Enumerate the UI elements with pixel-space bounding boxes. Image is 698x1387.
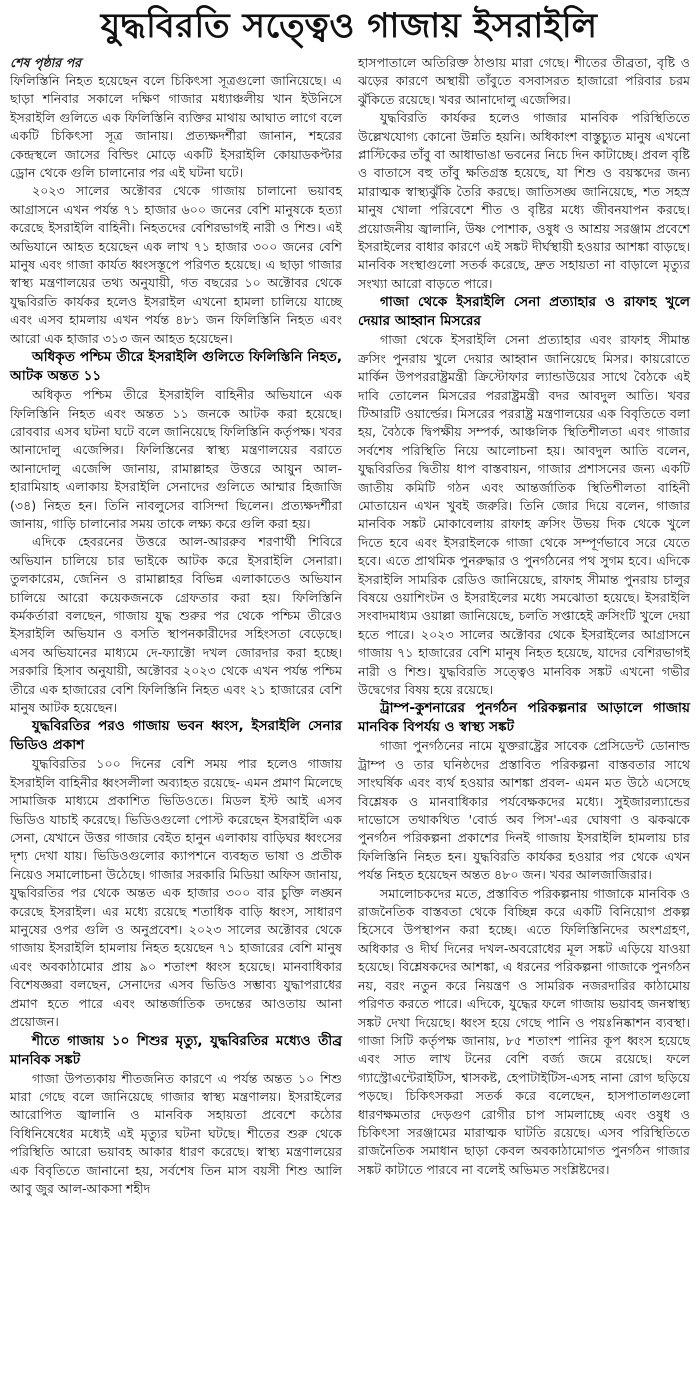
paragraph: এদিকে হেবরনের উত্তরে আল-আররুব শরণার্থী শিবিরে অভিযান চালিয়ে চার ভাইকে আটক করে ইসরাইলি সেনারা। তুলকারেম, জেনিন ও রামাল্লাহর বিভিন্ন এলাকাতেও অভিযান চালিয়ে আরো কয়েকজনকে গ্রেফতার করা হয়। ফিলিস্তিনি কর্মকর্তারা বলছেন, গাজায় যুদ্ধ শুরুর পর থেকে পশ্চিম তীরেও ইসরাইলি অভিযান ও বসতি স্থাপনকারীদের সহিংসতা বেড়েছে। এসব অভিযানের মাধ্যমে দে-ফ্যাক্টো দখল জোরদার করা হচ্ছে। সরকারি হিসাব অনুযায়ী, অক্টোবর ২০২৩ থেকে এখন পর্যন্ত পশ্চিম তীরে এক হাজারের বেশি ফিলিস্তিনি নিহত এবং ২১ হাজারের বেশি মানুষ আটক হয়েছেন। — [10, 534, 342, 715]
section-subheading: শীতে গাজায় ১০ শিশুর মৃত্যু, যুদ্ধবিরতির মধ্যেও তীব্র মানবিক সঙ্কট — [10, 1032, 342, 1068]
article-body — [0, 54, 698, 1198]
paragraph: গাজা থেকে ইসরাইলি সেনা প্রত্যাহার এবং রাফাহ সীমান্ত ক্রসিং পুনরায় খুলে দেয়ার আহ্বান জানিয়েছে মিসর। কায়রোতে মার্কিন উপপররাষ্ট্রমন্ত্রী ক্রিস্টোফার ল্যান্ডাউয়ের সাথে বৈঠকে এই দাবি তোলেন মিসরের পররাষ্ট্রমন্ত্রী বদর আবদুল আতি। খবর টিআরটি ওয়ার্ল্ডের। মিসরের পররাষ্ট্র মন্ত্রণালয়ের এক বিবৃতিতে বলা হয়, বৈঠকে দ্বিপক্ষীয় সম্পর্ক, আঞ্চলিক স্থিতিশীলতা এবং গাজার সর্বশেষ পরিস্থিতি নিয়ে আলোচনা হয়। আবদুল আতি বলেন, যুদ্ধবিরতির দ্বিতীয় ধাপ বাস্তবায়ন, গাজার প্রশাসনের জন্য একটি জাতীয় কমিটি গঠন এবং আন্তর্জাতিক স্থিতিশীলতা বাহিনী মোতায়েন এখন খুবই জরুরি। তিনি জোর দিয়ে বলেন, গাজার মানবিক সঙ্কট মোকাবেলায় রাফাহ ক্রসিং উভয় দিক থেকে খুলে দিতে হবে এবং ইসরাইলকে গাজা থেকে সম্পূর্ণভাবে সরে যেতে হবে। এতে প্রাথমিক পুনরুদ্ধার ও পুনর্গঠনের পথ সুগম হবে। এদিকে ইসরাইলি সামরিক রেডিও জানিয়েছে, রাফাহ সীমান্ত পুনরায় চালুর বিষয়ে ওয়াশিংটন ও ইসরাইলের মধ্যে সমঝোতা হয়েছে। ইসরাইলি সংবাদমাধ্যম ওয়াল্লা জানিয়েছে, চলতি সপ্তাহেই ক্রসিংটি খুলে দেয়া হতে পারে। ২০২৩ সালের অক্টোবর থেকে ইসরাইলের আগ্রাসনে গাজায় ৭১ হাজারের বেশি মানুষ নিহত হয়েছে, যাদের বেশিরভাগই নারী ও শিশু। যুদ্ধবিরতি সত্ত্বেও মানবিক সঙ্কট এখনো গভীর উদ্বেগের বিষয় হয়ে রয়েছে। — [358, 332, 690, 697]
paragraph: যুদ্ধবিরতি কার্যকর হলেও গাজার মানবিক পরিস্থিতিতে উল্লেখযোগ্য কোনো উন্নতি হয়নি। অধিকাংশ বাস্তুচ্যুত মানুষ এখনো প্লাস্টিকের তাঁবু বা আধাভাঙা ভবনের নিচে দিন কাটাচ্ছে। প্রবল বৃষ্টি ও বাতাসে বহু তাঁবু ক্ষতিগ্রস্ত হয়েছে, যা শিশু ও বয়স্কদের জন্য মারাত্মক স্বাস্থ্যঝুঁকি তৈরি করছে। জাতিসঙ্ঘ জানিয়েছে, শত সহস্র মানুষ খোলা পরিবেশে শীত ও বৃষ্টির মধ্যে জীবনযাপন করছে। প্রয়োজনীয় জ্বালানি, উষ্ণ পোশাক, ওষুধ ও আশ্রয় সরঞ্জাম প্রবেশে ইসরাইলের বাধার কারণে এই সঙ্কট দীর্ঘস্থায়ী হওয়ার আশঙ্কা বাড়ছে। মানবিক সংস্থাগুলো সতর্ক করেছে, দ্রুত সহায়তা না বাড়ালে মৃত্যুর সংখ্যা আরো বাড়তে পারে। — [358, 110, 690, 291]
section-subheading: অধিকৃত পশ্চিম তীরে ইসরাইলি গুলিতে ফিলিস্তিনি নিহত, আটক অন্তত ১১ — [10, 349, 342, 385]
left-column — [10, 54, 342, 1198]
paragraph: ফিলিস্তিনি নিহত হয়েছেন বলে চিকিৎসা সূত্রগুলো জানিয়েছে। এ ছাড়া শনিবার সকালে দক্ষিণ গাজার মধ্যাঞ্চলীয় খান ইউনিসে ইসরাইলি গুলিতে এক ফিলিস্তিনি ব্যক্তির মাথায় আঘাত লাগে বলে একটি চিকিৎসা সূত্র জানায়। প্রত্যক্ষদর্শীরা জানান, শহরের কেন্দ্রস্থলে জাসের বিল্ডিং মোড়ে একটি ইসরাইলি কোয়াডকপ্টার ড্রোন থেকে গুলি চালানোর পর এই ঘটনা ঘটে। — [10, 73, 342, 181]
section-subheading: ট্রাম্প-কুশনারের পুনর্গঠন পরিকল্পনার আড়ালে গাজায় মানবিক বিপর্যয় ও স্বাস্থ্য সঙ্কট — [358, 700, 690, 736]
paragraph: যুদ্ধবিরতির ১০০ দিনের বেশি সময় পার হলেও গাজায় ইসরাইলি বাহিনীর ধ্বংসলীলা অব্যাহত রয়েছে- এমন প্রমাণ মিলেছে সামাজিক মাধ্যমে প্রকাশিত ভিডিওতে। মিডল ইস্ট আই এসব ভিডিও যাচাই করেছে। ভিডিওগুলো পোস্ট করেছেন ইসরাইলি এক সেনা, যেখানে উত্তর গাজার বেইত হানুন এলাকায় বাড়িঘর ধ্বংসের দৃশ্য দেখা যায়। ভিডিওগুলোর ক্যাপশনে ব্যবহৃত ভাষা ও প্রতীক নিয়েও সমালোচনা উঠেছে। গাজার সরকারি মিডিয়া অফিস জানায়, যুদ্ধবিরতির পর থেকে অন্তত এক হাজার ৩০০ বার চুক্তি লঙ্ঘন করেছে ইসরাইল। এর মধ্যে রয়েছে শতাধিক বাড়ি ধ্বংস, সাধারণ মানুষের ওপর গুলি ও অনুপ্রবেশ। ২০২৩ সালের অক্টোবর থেকে গাজায় ইসরাইলি হামলায় নিহত হয়েছেন ৭১ হাজারের বেশি মানুষ এবং অবকাঠামোর প্রায় ৯০ শতাংশ ধ্বংস হয়েছে। মানবাধিকার বিশেষজ্ঞরা বলছেন, সেনাদের এসব ভিডিও সম্ভাব্য যুদ্ধাপরাধের প্রমাণ হতে পারে এবং আন্তর্জাতিক তদন্তের আওতায় আনা প্রয়োজন। — [10, 756, 342, 1030]
paragraph: সমালোচকদের মতে, প্রস্তাবিত পরিকল্পনায় গাজাকে মানবিক ও রাজনৈতিক বাস্তবতা থেকে বিচ্ছিন্ন করে একটি বিনিয়োগ প্রকল্প হিসেবে উপস্থাপন করা হচ্ছে। এতে ফিলিস্তিনিদের অংশগ্রহণ, অধিকার ও দীর্ঘ দিনের দখল-অবরোধের মূল সঙ্কট এড়িয়ে যাওয়া হয়েছে। বিশ্লেষকদের আশঙ্কা, এ ধরনের পরিকল্পনা গাজাকে পুনর্গঠন নয়, বরং নতুন করে নিয়ন্ত্রণ ও সামরিক নজরদারির কাঠামোয় পরিণত করতে পারে। এদিকে, যুদ্ধের ফলে গাজায় ভয়াবহ জনস্বাস্থ্য সঙ্কট দেখা দিয়েছে। ধ্বংস হয়ে গেছে পানি ও পয়ঃনিষ্কাশন ব্যবস্থা। গাজা সিটি কর্তৃপক্ষ জানায়, ৮৫ শতাংশ পানির কূপ ধ্বংস হয়েছে এবং সাত লাখ টনের বেশি বর্জ্য জমে রয়েছে। ফলে গ্যাস্ট্রোএন্টেরাইটিস, শ্বাসকষ্ট, হেপাটাইটিস-এসহ নানা রোগ ছড়িয়ে পড়ছে। চিকিৎসকরা সতর্ক করে বলেছেন, হাসপাতালগুলো ধারণক্ষমতার দেড়গুণ রোগীর চাপ সামলাচ্ছে এবং ওষুধ ও চিকিৎসা সরঞ্জামের মারাত্মক ঘাটতি রয়েছে। এসব পরিস্থিতিতে রাজনৈতিক সমাধান ছাড়া কেবল অবকাঠামোগত পুনর্গঠন গাজার সঙ্কট কাটাতে পারবে না বলেই অভিমত সংশ্লিষ্টদের। — [358, 885, 690, 1177]
section-subheading: গাজা থেকে ইসরাইলি সেনা প্রত্যাহার ও রাফাহ খুলে দেয়ার আহ্বান মিসরের — [358, 294, 690, 330]
article — [0, 4, 698, 1198]
paragraph: গাজা উপত্যকায় শীতজনিত কারণে এ পর্যন্ত অন্তত ১০ শিশু মারা গেছে বলে জানিয়েছে গাজার স্বাস্থ্য মন্ত্রণালয়। ইসরাইলের আরোপিত জ্বালানি ও মানবিক সহায়তা প্রবেশে কঠোর বিধিনিষেধের মধ্যেই এই মৃত্যুর ঘটনা ঘটছে। শীতের শুরু থেকে পরিস্থিতি আরো ভয়াবহ আকার ধারণ করেছে। স্বাস্থ্য মন্ত্রণালয়ের এক বিবৃতিতে জানানো হয়, সর্বশেষ তিন মাস বয়সী শিশু আলি আবু জুর আল-আকসা শহীদ — [10, 1070, 342, 1196]
right-column — [358, 54, 690, 1198]
paragraph: গাজা পুনর্গঠনের নামে যুক্তরাষ্ট্রের সাবেক প্রেসিডেন্ট ডোনাল্ড ট্রাম্প ও তার ঘনিষ্ঠদের প্রস্তাবিত পরিকল্পনা বাস্তবতার সাথে সাংঘর্ষিক এবং ব্যর্থ হওয়ার আশঙ্কা প্রবল- এমন মত উঠে এসেছে বিশ্লেষক ও মানবাধিকার পর্যবেক্ষকদের মধ্যে। সুইজারল্যান্ডের দাভোসে তথাকথিত 'বোর্ড অব পিস'-এর ঘোষণা ও ঝকঝকে পুনর্গঠন পরিকল্পনা প্রকাশের দিনই গাজায় ইসরাইলি হামলায় চার ফিলিস্তিনি নিহত হন। যুদ্ধবিরতি কার্যকর হওয়ার পর থেকে এখন পর্যন্ত নিহত হয়েছেন অন্তত ৪৮০ জন। খবর আলজাজিরার। — [358, 738, 690, 883]
paragraph: ২০২৩ সালের অক্টোবর থেকে গাজায় চালানো ভয়াবহ আগ্রাসনে এখন পর্যন্ত ৭১ হাজার ৬০০ জনের বেশি মানুষকে হত্যা করেছে ইসরাইলি বাহিনী। নিহতদের বেশিরভাগই নারী ও শিশু। এই অভিযানে আহত হয়েছেন এক লাখ ৭১ হাজার ৩০০ জনের বেশি মানুষ এবং গাজা কার্যত ধ্বংসস্তূপে পরিণত হয়েছে। এ ছাড়া গাজার স্বাস্থ্য মন্ত্রণালয়ের তথ্য অনুযায়ী, গত বছরের ১০ অক্টোবর থেকে যুদ্ধবিরতি কার্যকর হলেও ইসরাইল এখনো হামলা চালিয়ে যাচ্ছে এবং এসব হামলায় এখন পর্যন্ত ৪৮১ জন ফিলিস্তিনি নিহত এবং আরো এক হাজার ৩১৩ জন আহত হয়েছেন। — [10, 183, 342, 346]
paragraph: হাসপাতালে অতিরিক্ত ঠাণ্ডায় মারা গেছে। শীতের তীব্রতা, বৃষ্টি ও ঝড়ের কারণে অস্থায়ী তাঁবুতে বসবাসরত হাজারো পরিবার চরম ঝুঁকিতে রয়েছে। খবর আনাদোলু এজেন্সির। — [358, 55, 690, 107]
headline: যুদ্ধবিরতি সত্ত্বেও গাজায় ইসরাইলি — [100, 6, 598, 46]
continued-from-label: শেষ পৃষ্ঠার পর — [10, 55, 82, 70]
paragraph: অধিকৃত পশ্চিম তীরে ইসরাইলি বাহিনীর অভিযানে এক ফিলিস্তিনি নিহত এবং অন্তত ১১ জনকে আটক করা হয়েছে। রোববার এসব ঘটনা ঘটে বলে জানিয়েছে ফিলিস্তিনি কর্তৃপক্ষ। খবর আনাদোলু এজেন্সির। ফিলিস্তিনের স্বাস্থ্য মন্ত্রণালয়ের বরাতে আনাদোলু এজেন্সি জানায়, রামাল্লাহর উত্তরে আয়ুন আল-হারামিয়াহ এলাকায় ইসরাইলি সেনাদের গুলিতে আম্মার হিজাজি (৩৪) নিহত হন। তিনি নাবলুসের বাসিন্দা ছিলেন। প্রত্যক্ষদর্শীরা জানায়, গাড়ি চালানোর সময় তাকে লক্ষ্য করে গুলি করা হয়। — [10, 387, 342, 531]
section-subheading: যুদ্ধবিরতির পরও গাজায় ভবন ধ্বংস, ইসরাইলি সেনার ভিডিও প্রকাশ — [10, 718, 342, 754]
